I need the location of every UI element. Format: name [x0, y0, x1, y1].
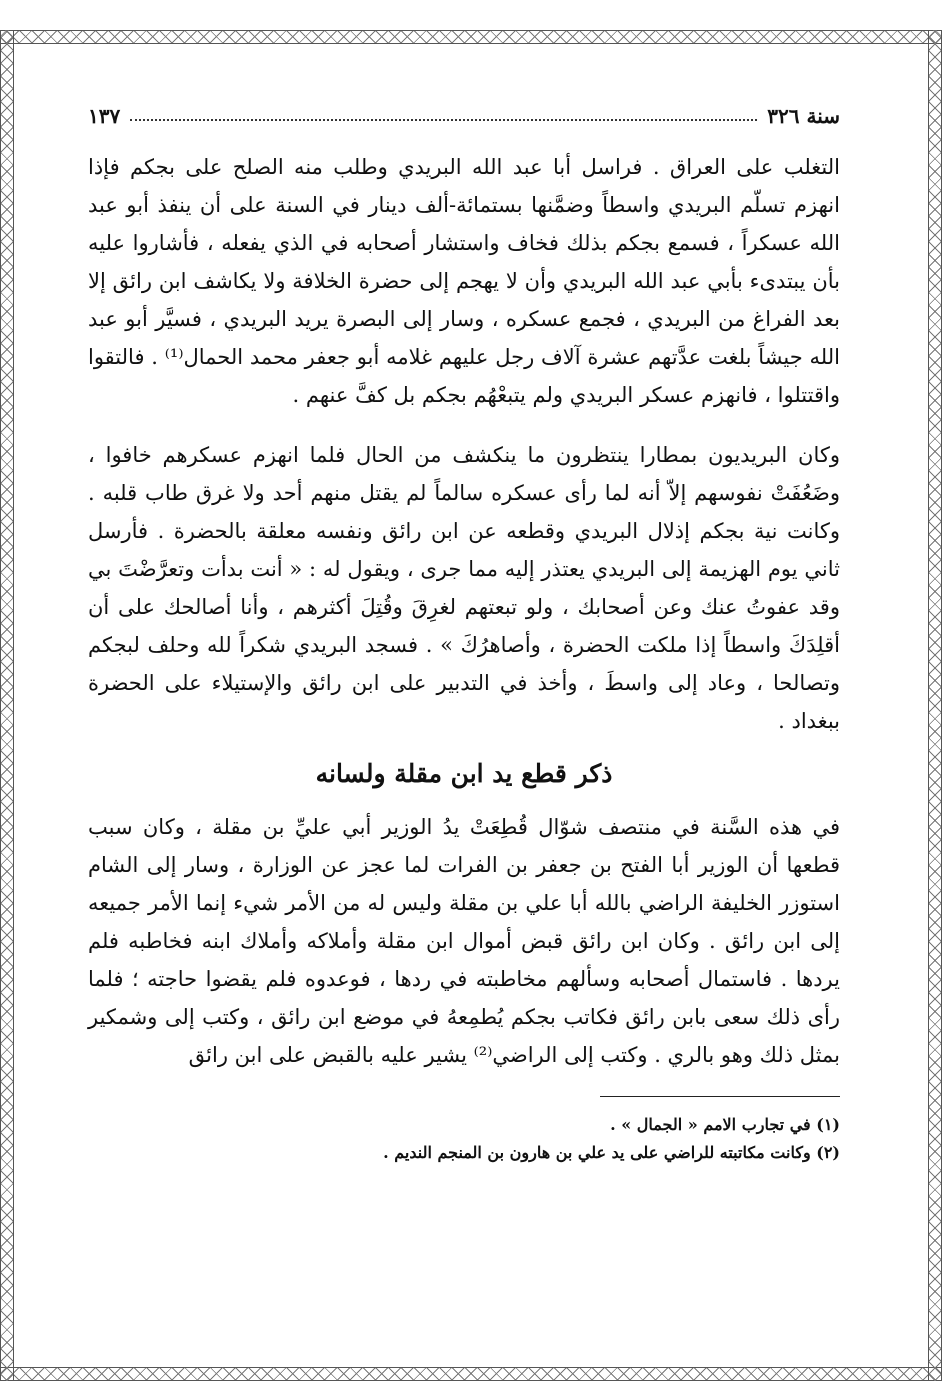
- ornamental-border-bottom: [0, 1367, 942, 1381]
- running-header: [88, 96, 840, 136]
- ornamental-border-right: [928, 30, 942, 1381]
- footnote-divider: [600, 1096, 840, 1097]
- page-content: [88, 96, 840, 1167]
- section-paragraph: في هذه السَّنة في منتصف شوّال قُطِعَتْ يدُ الوزير أبي عليِّ بن مقلة ، وكان سبب قطعها أن الوزير أبا الفتح بن جعفر بن الفرات لما عجز عن الوزارة ، وسار إلى الشام استوزر الخليفة الراضي بالله أبا علي بن مقلة وليس له من الأمر شيء إنما الأمر جميعه إلى ابن رائق . وكان ابن رائق قبض أموال ابن مقلة وأملاكه وأملاك ابنه فخاطبه فلم يردها . فاستمال أصحابه وسألهم مخاطبته في ردها ، فوعدوه فلم يقضوا حاجته ؛ فلما رأى ذلك سعى بابن رائق فكاتب بجكم يُطمِعهُ في موضع ابن رائق ، وكتب إلى وشمكير بمثل ذلك وهو بالري . وكتب إلى الراضي⁽²⁾ يشير عليه بالقبض على ابن رائق: [88, 815, 840, 1067]
- header-dotted-rule: [130, 119, 757, 121]
- footnote: (١) في تجارب الامم « الجمال » .: [610, 1115, 840, 1134]
- ornamental-border-top: [0, 30, 942, 44]
- section-title: ذكر قطع يد ابن مقلة ولسانه: [315, 759, 613, 788]
- footnote: (٢) وكانت مكاتبته للراضي على يد علي بن هارون بن المنجم النديم .: [383, 1143, 840, 1162]
- ornamental-border-left: [0, 30, 14, 1381]
- page-number: ١٣٧: [88, 104, 121, 128]
- body-paragraph: التغلب على العراق . فراسل أبا عبد الله البريدي وطلب منه الصلح على بجكم فإذا انهزم تسلّم البريدي واسطاً وضمَّنها بستمائة-ألف دينار في السنة على أن ينفذ أبو عبد الله عسكراً ، فسمع بجكم بذلك فخاف واستشار أصحابه في الذي يفعله ، فأشاروا عليه بأن يبتدىء بأبي عبد الله البريدي وأن لا يهجم إلى حضرة الخلافة ولا يكاشف ابن رائق إلا بعد الفراغ من البريدي ، فجمع عسكره ، وسار إلى البصرة يريد البريدي ، فسيَّر أبو عبد الله جيشاً بلغت عدَّتهم عشرة آلاف رجل عليهم غلامه أبو جعفر محمد الحمال⁽¹⁾ . فالتقوا واقتتلوا ، فانهزم عسكر البريدي ولم يتبعْهُم بجكم بل كفَّ عنهم .: [88, 155, 840, 407]
- body-paragraph: وكان البريديون بمطارا ينتظرون ما ينكشف من الحال فلما انهزم عسكرهم خافوا ، وضَعُفَتْ نفوسهم إلاّ أنه لما رأى عسكره سالماً لم يقتل منهم أحد ولا غرق طاب قلبه . وكانت نية بجكم إذلال البريدي وقطعه عن ابن رائق ونفسه معلقة بالحضرة . فأرسل ثاني يوم الهزيمة إلى البريدي يعتذر إليه مما جرى ، ويقول له : « أنت بدأت وتعرَّضْتَ بي وقد عفوتُ عنك وعن أصحابك ، ولو تبعتهم لغرِقَ وقُتِلَ أكثرهم ، وأنا أصالحك على أن أقلِدَكَ واسطاً إذا ملكت الحضرة ، وأصاهرُكَ » . فسجد البريدي شكراً لله وحلف لبجكم وتصالحا ، وعاد إلى واسطَ ، وأخذ في التدبير على ابن رائق والإستيلاء على الحضرة ببغداد .: [88, 443, 840, 733]
- header-year: سنة ٣٢٦: [767, 104, 840, 128]
